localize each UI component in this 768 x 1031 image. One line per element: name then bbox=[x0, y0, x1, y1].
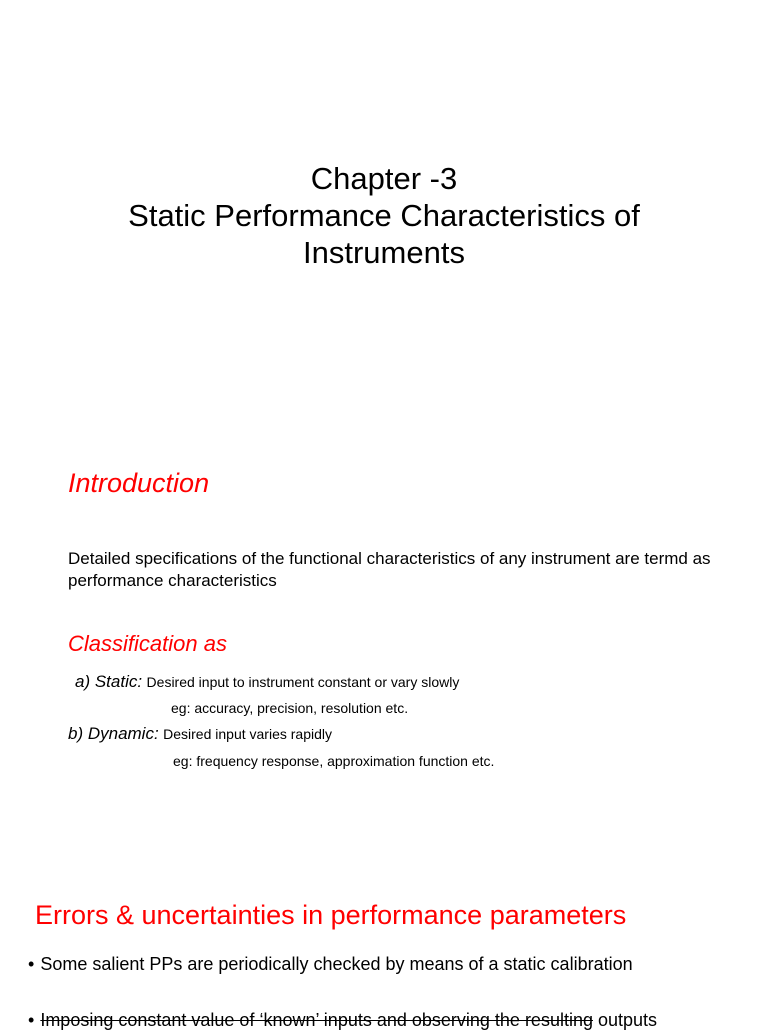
classification-heading: Classification as bbox=[68, 631, 227, 656]
bullet-icon: • bbox=[28, 1010, 35, 1030]
title-line-3: Instruments bbox=[303, 235, 465, 270]
introduction-heading: Introduction bbox=[68, 468, 210, 498]
bullet-item bbox=[28, 954, 633, 975]
bullet-text-continued: outputs bbox=[598, 1010, 658, 1030]
classification-label: b) Dynamic: bbox=[68, 724, 159, 743]
classification-example-static: eg: accuracy, precision, resolution etc. bbox=[171, 700, 409, 716]
classification-item-static bbox=[75, 672, 459, 692]
bullet-text: Imposing constant value of ‘known’ inputs and observing the resulting bbox=[40, 1010, 593, 1030]
classification-label: a) Static: bbox=[75, 672, 143, 691]
bullet-text: Some salient PPs are periodically checked by means of a static calibration bbox=[40, 954, 633, 974]
classification-example-dynamic: eg: frequency response, approximation function etc. bbox=[173, 753, 495, 769]
bullet-item bbox=[28, 1010, 657, 1031]
bullet-icon: • bbox=[28, 954, 35, 974]
chapter-label: Chapter -3 bbox=[310, 161, 458, 196]
classification-item-dynamic bbox=[68, 724, 332, 744]
title-line-2: Static Performance Characteristics of bbox=[128, 198, 640, 233]
introduction-paragraph: Detailed specifications of the functional characteristics of any instrument are termd as performance characteristics bbox=[68, 549, 711, 590]
errors-heading: Errors & uncertainties in performance parameters bbox=[35, 900, 627, 930]
page-title bbox=[0, 160, 768, 271]
classification-description: Desired input varies rapidly bbox=[163, 726, 332, 742]
classification-description: Desired input to instrument constant or vary slowly bbox=[146, 674, 460, 690]
